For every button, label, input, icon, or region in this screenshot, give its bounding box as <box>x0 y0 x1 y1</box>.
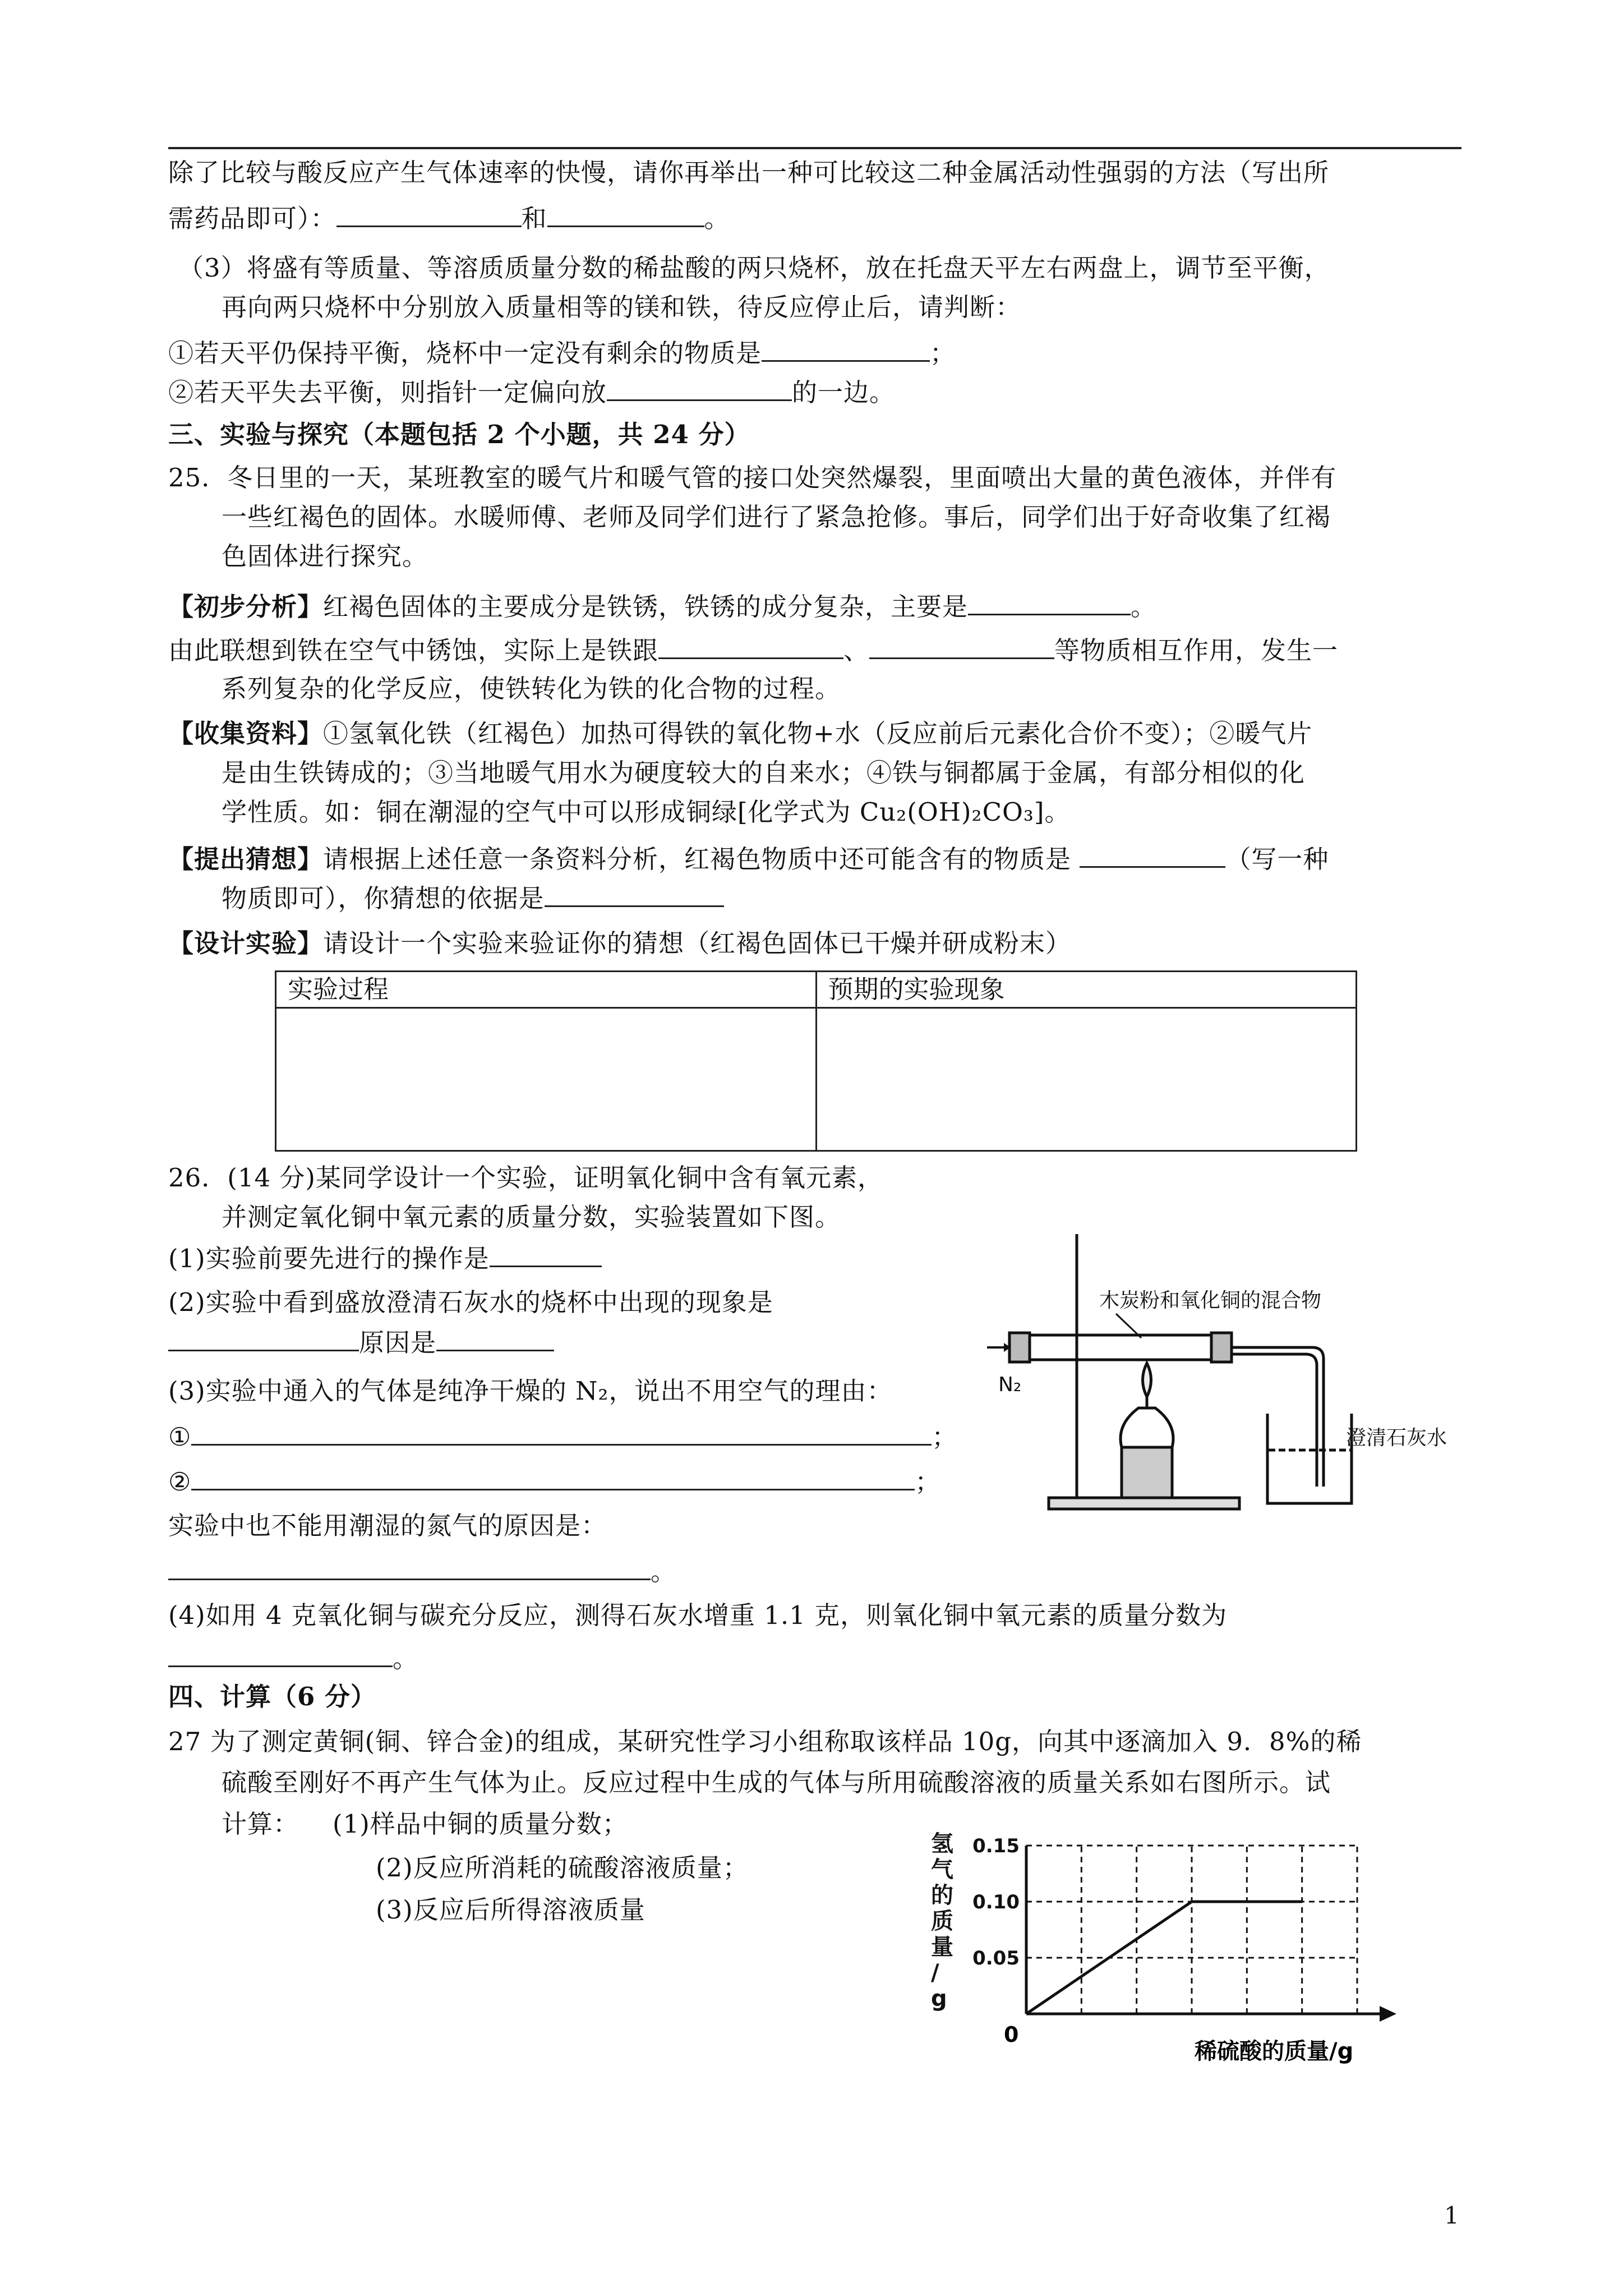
hydrogen-mass-chart <box>920 1829 1413 2064</box>
text-line: ②若天平失去平衡，则指针一定偏向放 的一边。 <box>168 375 895 409</box>
page-number: 1 <box>1444 2202 1459 2229</box>
table-header: 实验过程 <box>276 972 817 1008</box>
chart-grid <box>1026 1846 1357 2014</box>
collect-line: 【收集资料】①氢氧化铁（红褐色）加热可得铁的氧化物+水（反应前后元素化合价不变）；②暖气片 <box>168 719 1313 748</box>
text-line: 原因是 <box>168 1325 554 1360</box>
answer-blank[interactable] <box>168 1641 393 1667</box>
chart-y-ticks <box>972 1835 1020 1970</box>
text-line: ①若天平仍保持平衡，烧杯中一定没有剩余的物质是 ； <box>168 335 956 370</box>
y-label-char: 质 <box>931 1908 953 1934</box>
chart-x-label: 稀硫酸的质量/g <box>1195 2039 1354 2064</box>
answer-blank[interactable] <box>191 1419 932 1446</box>
answer-blank[interactable] <box>545 881 724 907</box>
text-line: (3)实验中通入的气体是纯净干燥的 N₂，说出不用空气的理由： <box>168 1376 893 1406</box>
text-line: ① ； <box>168 1419 957 1454</box>
answer-blank[interactable] <box>607 375 792 401</box>
analysis-line: 【初步分析】红褐色固体的主要成分是铁锈，铁锈的成分复杂，主要是 。 <box>168 589 1156 624</box>
text-line: 硫酸至刚好不再产生气体为止。反应过程中生成的气体与所用硫酸溶液的质量关系如右图所示。试 <box>222 1768 1331 1797</box>
table-header: 预期的实验现象 <box>816 972 1357 1008</box>
x-axis-arrow-icon <box>1380 2006 1396 2022</box>
answer-blank[interactable] <box>168 1554 651 1580</box>
text-line: (3)反应后所得溶液质量 <box>376 1895 645 1925</box>
y-label-char: 氢 <box>931 1831 953 1857</box>
y-label-char: 量 <box>931 1934 953 1960</box>
answer-blank[interactable] <box>968 589 1131 615</box>
text-line: 系列复杂的化学反应，使铁转化为铁的化合物的过程。 <box>222 674 841 703</box>
text-line: 需药品即可）： 和 。 <box>168 201 730 236</box>
table-cell-phenomenon[interactable] <box>816 1008 1357 1151</box>
y-tick-label: 0.15 <box>972 1835 1020 1857</box>
chart-origin-label: 0 <box>1004 2022 1019 2047</box>
y-label-char: g <box>931 1986 947 2012</box>
answer-blank[interactable] <box>869 633 1054 659</box>
text-line: 并测定氧化铜中氧元素的质量分数，实验装置如下图。 <box>222 1202 841 1232</box>
y-tick-label: 0.10 <box>972 1891 1020 1913</box>
text-line: (1)实验前要先进行的操作是 <box>168 1241 602 1276</box>
text-line: 。 <box>168 1554 676 1589</box>
header-rule <box>168 147 1461 149</box>
text-line: 。 <box>168 1641 418 1676</box>
text-line: 由此联想到铁在空气中锈蚀，实际上是铁跟 、 等物质相互作用，发生一 <box>168 633 1338 668</box>
y-label-char: 的 <box>931 1883 953 1908</box>
answer-blank[interactable] <box>1080 841 1225 868</box>
table-cell-process[interactable] <box>276 1008 817 1151</box>
guess-line: 【提出猜想】请根据上述任意一条资料分析，红褐色物质中还可能含有的物质是 （写一种 <box>168 841 1329 876</box>
chart-y-label <box>931 1831 953 2012</box>
question-25: 25．冬日里的一天，某班教室的暖气片和暖气管的接口处突然爆裂，里面喷出大量的黄色液体，并伴有 <box>168 463 1337 493</box>
text-line: (4)如用 4 克氧化铜与碳充分反应，测得石灰水增重 1.1 克，则氧化铜中氧元素的质量分数为 <box>168 1600 1228 1630</box>
answer-blank[interactable] <box>762 335 930 362</box>
experiment-table <box>275 970 1357 1152</box>
y-tick-label: 0.05 <box>972 1947 1020 1970</box>
question-27: 27 为了测定黄铜(铜、锌合金)的组成，某研究性学习小组称取该样品 10g，向其中逐滴加入 9．8%的稀 <box>168 1727 1362 1756</box>
answer-blank[interactable] <box>336 201 522 227</box>
section-title: 三、实验与探究（本题包括 2 个小题，共 24 分） <box>168 420 750 449</box>
apparatus-figure <box>987 1223 1481 1515</box>
text-line: 色固体进行探究。 <box>222 541 428 571</box>
text-line: ② ； <box>168 1464 940 1499</box>
text-line: （3）将盛有等质量、等溶质质量分数的稀盐酸的两只烧杯，放在托盘天平左右两盘上，调节至平衡， <box>178 253 1330 283</box>
answer-blank[interactable] <box>191 1464 915 1490</box>
text-line: 除了比较与酸反应产生气体速率的快慢，请你再举出一种可比较这二种金属活动性强弱的方法（写出所 <box>168 158 1330 187</box>
text-line: 学性质。如：铜在潮湿的空气中可以形成铜绿[化学式为 Cu₂(OH)₂CO₃]。 <box>222 797 1071 827</box>
y-label-char: / <box>931 1960 939 1986</box>
text-line: (2)反应所消耗的硫酸溶液质量； <box>376 1853 749 1883</box>
text-line: (2)实验中看到盛放澄清石灰水的烧杯中出现的现象是 <box>168 1287 773 1317</box>
answer-blank[interactable] <box>547 201 704 227</box>
answer-blank[interactable] <box>436 1325 554 1351</box>
design-line: 【设计实验】请设计一个实验来验证你的猜想（红褐色固体已干燥并研成粉末） <box>168 928 1072 958</box>
answer-blank[interactable] <box>658 633 843 659</box>
text-line: 一些红褐色的固体。水暖师傅、老师及同学们进行了紧急抢修。事后，同学们出于好奇收集了红褐 <box>222 502 1331 532</box>
text-line: 实验中也不能用潮湿的氮气的原因是： <box>168 1511 607 1540</box>
figure-label-mixture: 木炭粉和氧化铜的混合物 <box>1099 1289 1322 1312</box>
figure-label-n2: N₂ <box>998 1373 1022 1396</box>
answer-blank[interactable] <box>168 1325 359 1351</box>
text-line: 再向两只烧杯中分别放入质量相等的镁和铁，待反应停止后，请判断： <box>222 292 1022 322</box>
question-26: 26．(14 分)某同学设计一个实验，证明氧化铜中含有氧元素， <box>168 1163 883 1193</box>
answer-blank[interactable] <box>490 1241 602 1267</box>
y-label-char: 气 <box>931 1857 953 1883</box>
figure-label-limewater: 澄清石灰水 <box>1346 1427 1447 1450</box>
section-title: 四、计算（6 分） <box>168 1682 376 1711</box>
text-line: 物质即可），你猜想的依据是 <box>222 881 724 915</box>
text-line: 计算： (1)样品中铜的质量分数； <box>222 1809 628 1839</box>
text-line: 是由生铁铸成的；③当地暖气用水为硬度较大的自来水；④铁与铜都属于金属，有部分相似的化 <box>222 758 1306 788</box>
